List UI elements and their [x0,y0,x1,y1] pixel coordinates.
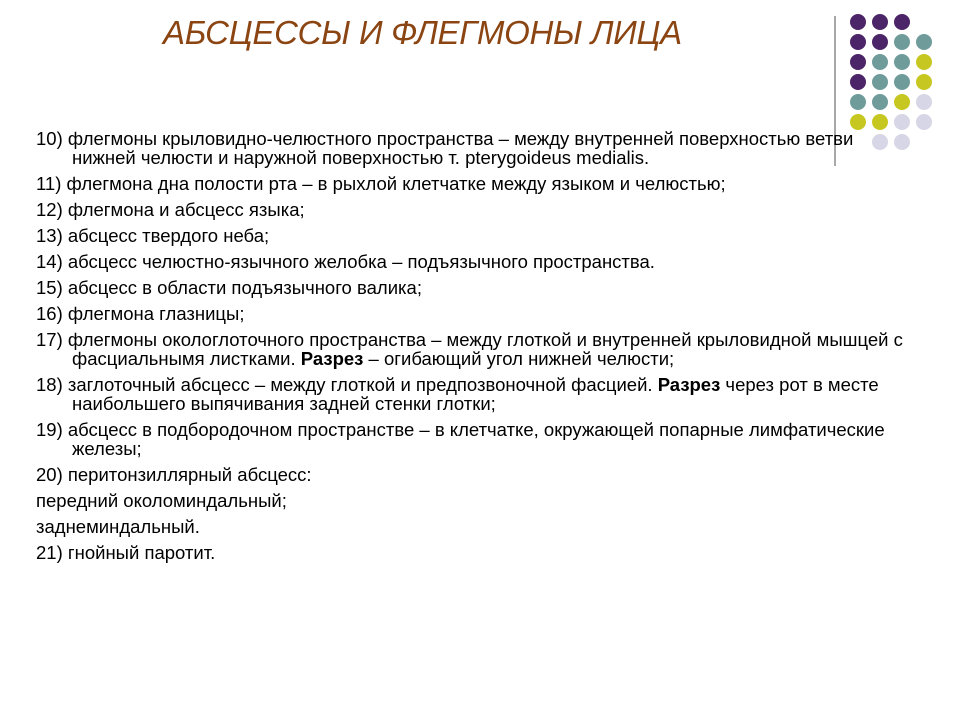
bold-keyword: Разрез [657,374,721,395]
decor-dot [850,74,866,90]
decor-dot [850,34,866,50]
decor-dot [872,114,888,130]
list-item: заднеминдальный. [36,516,200,537]
decor-dot [872,34,888,50]
decor-dot [894,114,910,130]
list-item: 21) гнойный паротит. [36,542,216,563]
decor-dot [916,74,932,90]
list-item: 14) абсцесс челюстно-язычного желобка – подъязычного пространства. [36,251,655,272]
list-item: 15) абсцесс в области подъязычного валика; [36,277,422,298]
decor-dot [894,34,910,50]
decor-dot [850,54,866,70]
list-item: 10) флегмоны крыловидно-челюстного пространства – между внутренней поверхностью ветви нижней челюсти и наружной поверхностью т. pterygoideus medialis. [36,128,854,168]
decor-dot [850,14,866,30]
decor-dot [894,74,910,90]
list-item: 18) заглоточный абсцесс – между глоткой и предпозвоночной фасцией. Разрез через рот в месте наибольшего выпячивания задней стенки глотки; [36,374,879,414]
bold-keyword: Разрез [300,348,364,369]
list-item: 12) флегмона и абсцесс языка; [36,199,305,220]
decor-dot [894,14,910,30]
list-item: 19) абсцесс в подбородочном пространстве – в клетчатке, окружающей попарные лимфатические железы; [36,419,885,459]
list-item: 11) флегмона дна полости рта – в рыхлой клетчатке между языком и челюстью; [36,173,726,194]
slide-body [36,129,916,569]
list-item: 13) абсцесс твердого неба; [36,225,270,246]
decor-dot [872,94,888,110]
decor-dot [894,54,910,70]
list-item: 16) флегмона глазницы; [36,303,245,324]
list-item: 20) перитонзиллярный абсцесс: [36,464,312,485]
slide-title: АБСЦЕССЫ И ФЛЕГМОНЫ ЛИЦА [163,14,682,51]
decor-dot [916,114,932,130]
decor-dot [894,94,910,110]
decor-dot [872,74,888,90]
decor-dot [916,54,932,70]
decor-dot [872,14,888,30]
decor-dot [850,94,866,110]
decor-dot [916,94,932,110]
list-item: 17) флегмоны окологлоточного пространства – между глоткой и внутренней крыловидной мышцей с фасциальнымя листками. Разрез – огибающий угол нижней челюсти; [36,329,903,369]
decor-dot [872,54,888,70]
list-item: передний околоминдальный; [36,490,287,511]
decor-dot [916,34,932,50]
